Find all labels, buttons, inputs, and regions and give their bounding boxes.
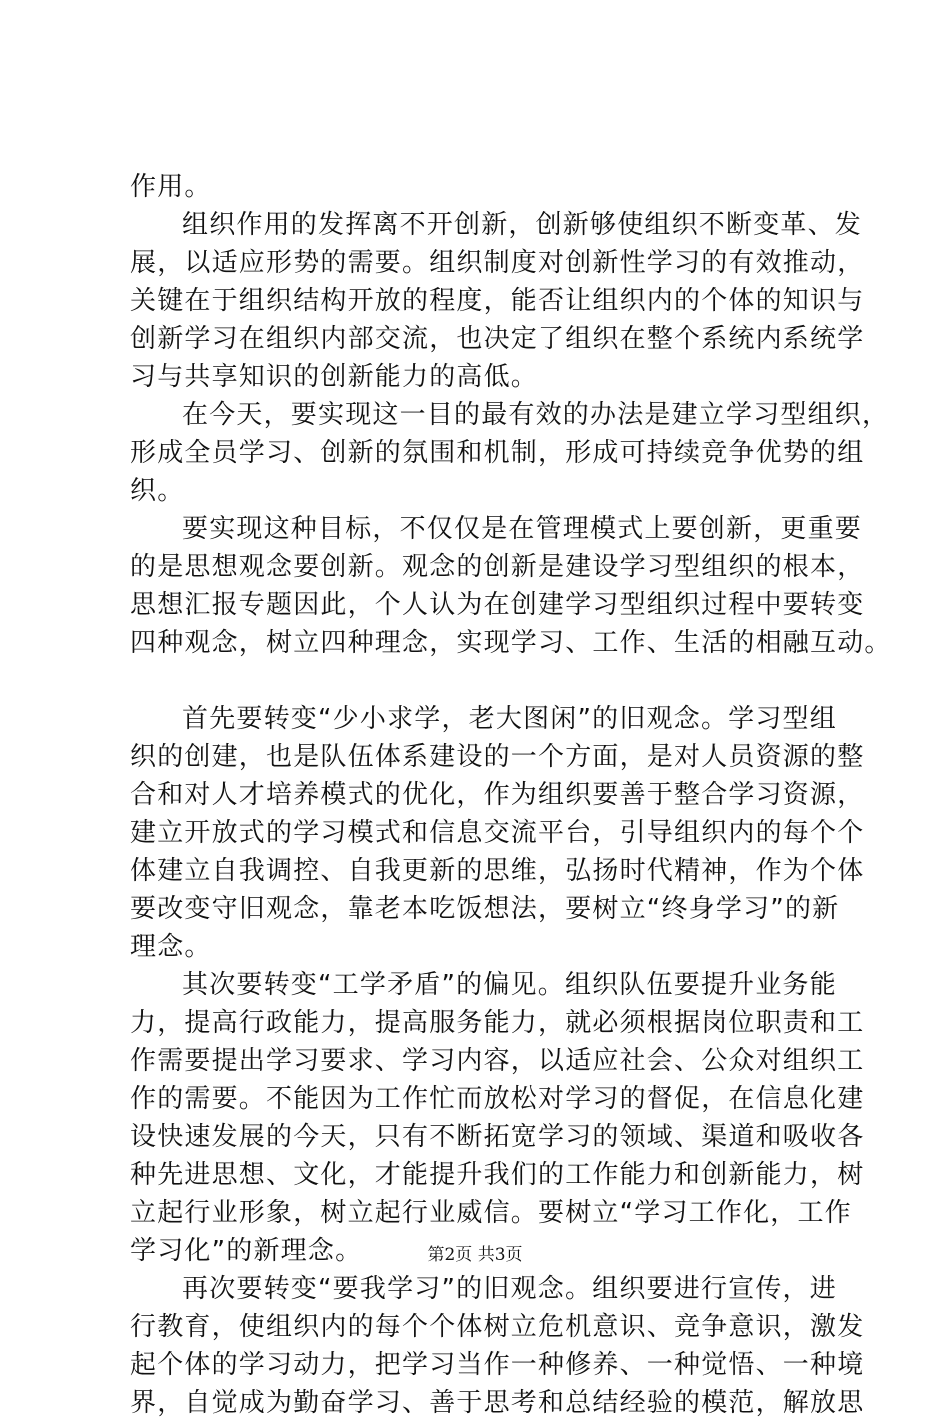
- text-line: 作需要提出学习要求、学习内容，以适应社会、公众对组织工: [130, 1046, 865, 1076]
- text-line: 理念。: [130, 932, 212, 962]
- paragraph-first-line: 要实现这种目标，不仅仅是在管理模式上要创新，更重要: [182, 514, 863, 544]
- text-line: 作的需要。不能因为工作忙而放松对学习的督促，在信息化建: [130, 1084, 865, 1114]
- text-line: 织。: [130, 476, 185, 506]
- paragraph-first-line: 其次要转变“工学矛盾”的偏见。组织队伍要提升业务能: [182, 970, 837, 1000]
- paragraph-first-line: 组织作用的发挥离不开创新，创新够使组织不断变革、发: [182, 210, 863, 240]
- paragraph-first-line: 再次要转变“要我学习”的旧观念。组织要进行宣传，进: [182, 1274, 837, 1304]
- text-line: 的是思想观念要创新。观念的创新是建设学习型组织的根本，: [130, 552, 865, 582]
- paragraph-gap: [130, 662, 830, 700]
- text-line: 作用。: [130, 172, 212, 202]
- text-line: 学习化”的新理念。: [130, 1236, 363, 1266]
- text-line: 设快速发展的今天，只有不断拓宽学习的领域、渠道和吸收各: [130, 1122, 865, 1152]
- text-line: 习与共享知识的创新能力的高低。: [130, 362, 539, 392]
- text-line: 关键在于组织结构开放的程度，能否让组织内的个体的知识与: [130, 286, 865, 316]
- text-line: 界，自觉成为勤奋学习、善于思考和总结经验的模范，解放思: [130, 1388, 865, 1418]
- text-line: 织的创建，也是队伍体系建设的一个方面，是对人员资源的整: [130, 742, 865, 772]
- text-line: 立起行业形象，树立起行业威信。要树立“学习工作化，工作: [130, 1198, 852, 1228]
- document-body: [130, 168, 892, 1422]
- paragraph-first-line: 在今天，要实现这一目的最有效的办法是建立学习型组织，: [182, 400, 890, 430]
- text-line: 四种观念，树立四种理念，实现学习、工作、生活的相融互动。: [130, 628, 892, 658]
- paragraph-first-line: 首先要转变“少小求学，老大图闲”的旧观念。学习型组: [182, 704, 837, 734]
- text-line: 思想汇报专题因此，个人认为在创建学习型组织过程中要转变: [130, 590, 865, 620]
- text-line: 力，提高行政能力，提高服务能力，就必须根据岗位职责和工: [130, 1008, 865, 1038]
- text-line: 体建立自我调控、自我更新的思维，弘扬时代精神，作为个体: [130, 856, 865, 886]
- page-number-footer: 第2页 共3页: [427, 1245, 523, 1265]
- text-line: 展，以适应形势的需要。组织制度对创新性学习的有效推动，: [130, 248, 865, 278]
- text-line: 起个体的学习动力，把学习当作一种修养、一种觉悟、一种境: [130, 1350, 865, 1380]
- text-line: 合和对人才培养模式的优化，作为组织要善于整合学习资源，: [130, 780, 865, 810]
- text-line: 创新学习在组织内部交流，也决定了组织在整个系统内系统学: [130, 324, 865, 354]
- text-line: 建立开放式的学习模式和信息交流平台，引导组织内的每个个: [130, 818, 865, 848]
- text-line: 种先进思想、文化，才能提升我们的工作能力和创新能力，树: [130, 1160, 865, 1190]
- text-line: 要改变守旧观念，靠老本吃饭想法，要树立“终身学习”的新: [130, 894, 840, 924]
- text-line: 形成全员学习、创新的氛围和机制，形成可持续竞争优势的组: [130, 438, 865, 468]
- text-line: 行教育，使组织内的每个个体树立危机意识、竞争意识，激发: [130, 1312, 865, 1342]
